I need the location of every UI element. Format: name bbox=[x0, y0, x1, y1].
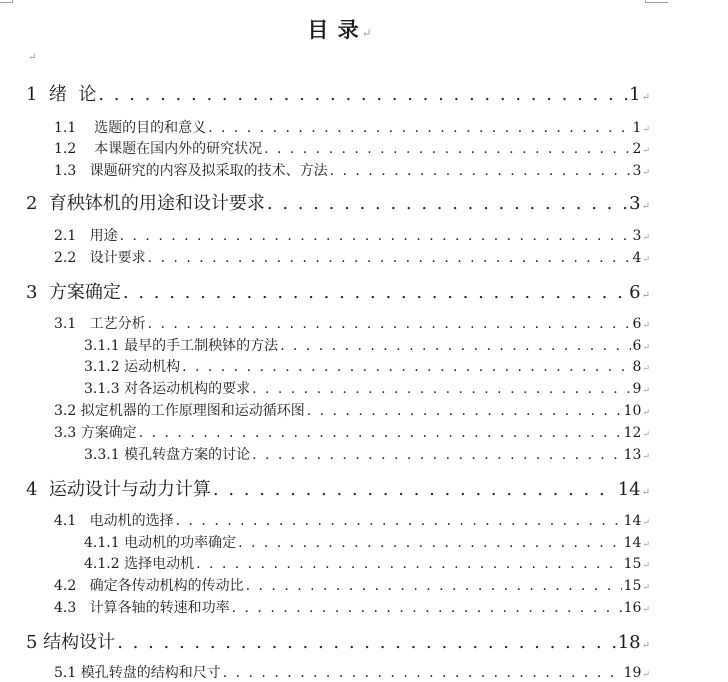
paragraph-mark-icon: ↵ bbox=[642, 255, 650, 265]
toc-entry[interactable] bbox=[54, 422, 650, 442]
toc-entry[interactable] bbox=[84, 532, 650, 552]
toc-entry-title: 4.3 计算各轴的转速和功率 bbox=[54, 600, 230, 616]
toc-dot-leader bbox=[238, 535, 622, 551]
paragraph-mark-icon: ↵ bbox=[641, 640, 650, 651]
toc-dot-leader bbox=[117, 632, 616, 653]
paragraph-mark-icon: ↵ bbox=[642, 605, 650, 615]
paragraph-mark-icon: ↵ bbox=[641, 487, 650, 498]
toc-entry-title: 4.1.2 选择电动机 bbox=[84, 556, 195, 572]
toc-entry[interactable] bbox=[26, 189, 650, 215]
paragraph-mark-icon: ↵ bbox=[28, 52, 37, 63]
toc-entry-page-number: 15 bbox=[623, 556, 642, 572]
paragraph-mark-icon: ↵ bbox=[361, 26, 373, 40]
toc-entry-page-number: 18 bbox=[617, 632, 641, 653]
toc-entry-title: 5.1 模孔转盘的结构和尺寸 bbox=[54, 665, 221, 681]
paragraph-mark-icon: ↵ bbox=[642, 386, 650, 396]
toc-entry-page-number: 4 bbox=[632, 250, 642, 266]
toc-entry-title: 1.1 选题的目的和意义 bbox=[54, 120, 207, 136]
toc-entry-title: 3.3 方案确定 bbox=[54, 425, 137, 441]
toc-entry[interactable] bbox=[26, 80, 650, 106]
toc-dot-leader bbox=[148, 316, 631, 332]
toc-entry-page-number: 16 bbox=[623, 600, 642, 616]
toc-entry[interactable] bbox=[54, 400, 650, 420]
toc-dot-leader bbox=[148, 250, 631, 266]
toc-entry-page-number: 6 bbox=[629, 282, 641, 303]
toc-dot-leader bbox=[330, 163, 631, 179]
toc-entry-title: 4 运动设计与动力计算 bbox=[26, 479, 211, 500]
toc-entry[interactable] bbox=[84, 444, 650, 464]
paragraph-mark-icon: ↵ bbox=[641, 201, 650, 212]
toc-entry[interactable] bbox=[54, 575, 650, 595]
toc-entry-title: 3 方案确定 bbox=[26, 282, 121, 303]
paragraph-mark-icon: ↵ bbox=[642, 125, 650, 135]
toc-entry-page-number: 1 bbox=[632, 120, 642, 136]
toc-entry[interactable] bbox=[84, 378, 650, 398]
toc-dot-leader bbox=[120, 228, 631, 244]
toc-dot-leader bbox=[98, 84, 627, 105]
toc-entry-page-number: 13 bbox=[623, 447, 642, 463]
toc-entry[interactable] bbox=[54, 160, 650, 180]
toc-entry-page-number: 6 bbox=[632, 316, 642, 332]
toc-entry-page-number: 1 bbox=[629, 84, 641, 105]
paragraph-mark-icon: ↵ bbox=[642, 364, 650, 374]
toc-entry[interactable] bbox=[84, 356, 650, 376]
toc-entry-title: 2.1 用途 bbox=[54, 228, 118, 244]
toc-entry-title: 3.1.3 对各运动机构的要求 bbox=[84, 381, 251, 397]
toc-title-text: 目 录 bbox=[307, 17, 360, 42]
toc-entry-title: 5 结构设计 bbox=[26, 632, 116, 653]
paragraph-mark-icon: ↵ bbox=[642, 430, 650, 440]
toc-entry-title: 1 绪 论 bbox=[26, 84, 97, 105]
toc-dot-leader bbox=[176, 513, 622, 529]
paragraph-mark-icon: ↵ bbox=[642, 518, 650, 528]
toc-entry[interactable] bbox=[54, 117, 650, 137]
toc-entry-page-number: 3 bbox=[632, 163, 642, 179]
toc-entry[interactable] bbox=[54, 225, 650, 245]
toc-entry-title: 3.2 拟定机器的工作原理图和运动循环图 bbox=[54, 403, 305, 419]
toc-dot-leader bbox=[252, 447, 622, 463]
toc-dot-leader bbox=[252, 381, 630, 397]
paragraph-mark-icon: ↵ bbox=[641, 290, 650, 301]
paragraph-mark-icon: ↵ bbox=[642, 540, 650, 550]
toc-dot-leader bbox=[139, 425, 622, 441]
toc-entry-title: 4.2 确定各传动机构的传动比 bbox=[54, 578, 244, 594]
toc-dot-leader bbox=[123, 282, 627, 303]
toc-entry[interactable] bbox=[84, 553, 650, 573]
toc-dot-leader bbox=[267, 193, 627, 214]
toc-entry-title: 3.1.2 运动机构 bbox=[84, 359, 181, 375]
toc-entry[interactable] bbox=[54, 662, 650, 682]
toc-entry[interactable] bbox=[26, 278, 650, 304]
toc-entry-page-number: 2 bbox=[632, 141, 642, 157]
toc-entry-title: 3.1.1 最早的手工制秧钵的方法 bbox=[84, 338, 279, 354]
toc-entry-page-number: 15 bbox=[623, 578, 642, 594]
paragraph-mark-icon: ↵ bbox=[641, 92, 650, 103]
paragraph-mark-icon: ↵ bbox=[642, 452, 650, 462]
toc-entry[interactable] bbox=[54, 597, 650, 617]
toc-dot-leader bbox=[246, 578, 622, 594]
toc-entry-page-number: 10 bbox=[623, 403, 642, 419]
toc-dot-leader bbox=[264, 141, 630, 157]
toc-entry-title: 2 育秧钵机的用途和设计要求 bbox=[26, 193, 265, 214]
toc-dot-leader bbox=[280, 338, 630, 354]
toc-entry[interactable] bbox=[84, 335, 650, 355]
paragraph-mark-icon: ↵ bbox=[642, 583, 650, 593]
toc-entry[interactable] bbox=[26, 475, 650, 501]
toc-title bbox=[0, 14, 680, 44]
paragraph-mark-icon: ↵ bbox=[642, 321, 650, 331]
toc-entry[interactable] bbox=[54, 138, 650, 158]
toc-dot-leader bbox=[232, 600, 622, 616]
page-corner-mark-left bbox=[0, 0, 13, 3]
toc-dot-leader bbox=[223, 665, 622, 681]
paragraph-mark-icon: ↵ bbox=[642, 670, 650, 680]
toc-entry-title: 3.3.1 模孔转盘方案的讨论 bbox=[84, 447, 251, 463]
paragraph-mark-icon: ↵ bbox=[642, 168, 650, 178]
toc-entry-page-number: 3 bbox=[632, 228, 642, 244]
paragraph-mark-icon: ↵ bbox=[642, 146, 650, 156]
toc-entry-title: 4.1.1 电动机的功率确定 bbox=[84, 535, 237, 551]
toc-entry-page-number: 14 bbox=[623, 513, 642, 529]
toc-entry-title: 3.1 工艺分析 bbox=[54, 316, 146, 332]
toc-dot-leader bbox=[196, 556, 622, 572]
toc-entry[interactable] bbox=[26, 628, 650, 654]
toc-dot-leader bbox=[208, 120, 630, 136]
toc-entry-page-number: 14 bbox=[623, 535, 642, 551]
page-corner-mark-right bbox=[645, 0, 668, 3]
toc-dot-leader bbox=[182, 359, 630, 375]
toc-entry-page-number: 19 bbox=[623, 665, 642, 681]
toc-entry-page-number: 3 bbox=[629, 193, 641, 214]
toc-entry-page-number: 6 bbox=[632, 338, 642, 354]
paragraph-mark-icon: ↵ bbox=[642, 233, 650, 243]
toc-entry-title: 1.2 本课题在国内外的研究状况 bbox=[54, 141, 263, 157]
toc-entry[interactable] bbox=[54, 313, 650, 333]
toc-entry[interactable] bbox=[54, 247, 650, 267]
toc-entry-title: 2.2 设计要求 bbox=[54, 250, 146, 266]
toc-entry-title: 1.3 课题研究的内容及拟采取的技术、方法 bbox=[54, 163, 328, 179]
paragraph-mark-icon: ↵ bbox=[642, 343, 650, 353]
toc-dot-leader bbox=[213, 479, 616, 500]
toc-dot-leader bbox=[307, 403, 622, 419]
paragraph-mark-icon: ↵ bbox=[642, 408, 650, 418]
toc-entry-page-number: 8 bbox=[632, 359, 642, 375]
toc-entry-page-number: 12 bbox=[623, 425, 642, 441]
toc-entry-title: 4.1 电动机的选择 bbox=[54, 513, 174, 529]
toc-entry-page-number: 14 bbox=[617, 479, 641, 500]
toc-entry[interactable] bbox=[54, 510, 650, 530]
toc-entry-page-number: 9 bbox=[632, 381, 642, 397]
paragraph-mark-icon: ↵ bbox=[642, 561, 650, 571]
